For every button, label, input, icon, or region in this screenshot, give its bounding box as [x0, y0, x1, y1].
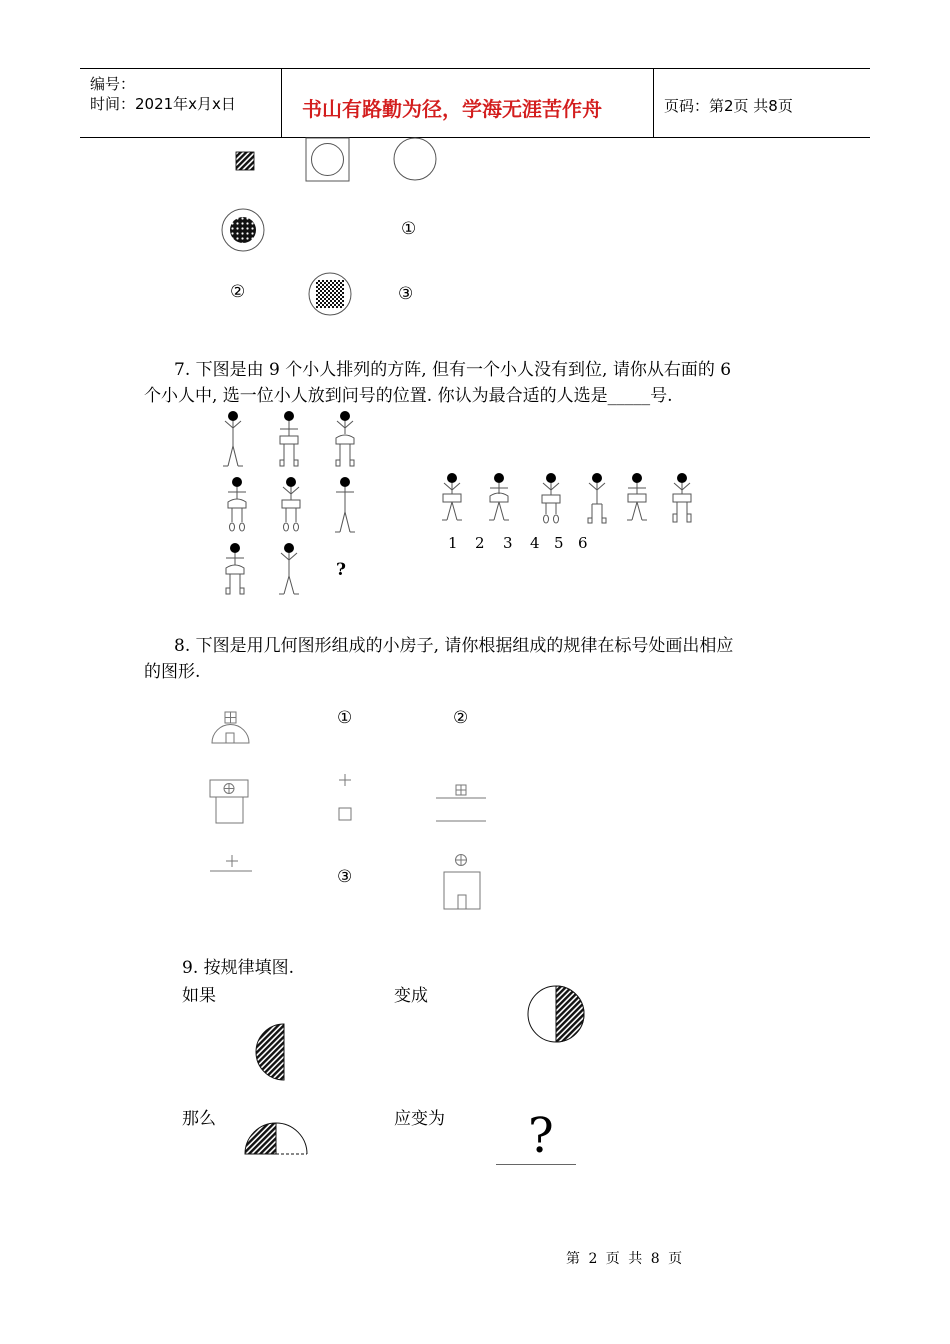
quarter-hatched-semicircle	[240, 1116, 312, 1158]
stick-figure-r1c2	[280, 411, 298, 466]
header-motto-cell	[282, 69, 654, 137]
q9-then-label: 那么	[182, 1109, 216, 1129]
dotted-disc	[230, 217, 256, 243]
stick-figure-grid	[205, 408, 375, 598]
shape-pattern-figure	[210, 136, 470, 326]
q9-answer-question-mark: ?	[528, 1108, 554, 1164]
option-number-2: 2	[475, 534, 485, 552]
stick-figure-r3c2	[279, 543, 299, 594]
square-with-circle	[306, 138, 349, 181]
q8-line-2: 的图形.	[144, 662, 201, 682]
circle-in-square	[312, 144, 344, 176]
option-number-3: 3	[503, 534, 513, 552]
motto-text: 书山有路勤为径，学海无涯苦作舟	[302, 97, 602, 121]
house-r3c1	[210, 855, 252, 871]
house-r1c1	[212, 712, 249, 743]
half-circle-left-hatched	[250, 1018, 310, 1088]
page-footer: 第 2 页 共 8 页	[566, 1251, 685, 1267]
q9-title: 9. 按规律填图.	[182, 958, 295, 978]
large-circle	[394, 138, 436, 180]
option-figure-6	[673, 473, 691, 522]
stick-figure-r2c2	[282, 477, 300, 531]
q9-becomes-label: 变成	[394, 986, 428, 1006]
option-number-5: 5	[554, 534, 564, 552]
house-r2c2	[339, 774, 351, 820]
date-label: 时间：2021年x月x日	[90, 95, 236, 113]
q9-if-label: 如果	[182, 986, 216, 1006]
stick-figure-r1c1	[223, 411, 243, 466]
stick-figure-r1c3	[336, 411, 354, 466]
house-r3c3	[444, 855, 480, 910]
option-number-1: 1	[448, 534, 458, 552]
option-figure-2	[489, 473, 509, 520]
option-number-4: 4	[530, 534, 540, 552]
house-r2c3	[436, 785, 486, 821]
house-mark-3: ③	[337, 867, 353, 887]
option-figure-1	[442, 473, 462, 520]
header-page-cell	[654, 69, 870, 137]
q7-question-mark: ?	[336, 560, 346, 580]
hatched-small-square	[236, 152, 254, 170]
stick-figure-r2c1	[228, 477, 246, 531]
stick-figure-options	[425, 468, 705, 530]
q8-line-1: 8. 下图是用几何图形组成的小房子, 请你根据组成的规律在标号处画出相应	[174, 636, 734, 656]
house-mark-2: ②	[453, 708, 469, 728]
header-meta-cell	[80, 69, 282, 137]
mark-3: ③	[398, 284, 414, 304]
checker-square	[316, 280, 344, 308]
option-figure-5	[627, 473, 647, 520]
option-number-6: 6	[578, 534, 588, 552]
mark-2: ②	[230, 282, 246, 302]
page-header	[80, 68, 870, 138]
option-figure-3	[542, 473, 560, 523]
stick-figure-r3c1	[226, 543, 244, 594]
q7-line-2: 个小人中, 选一位小人放到问号的位置. 你认为最合适的人选是_____号.	[144, 386, 673, 406]
page-info: 页码：第2页 共8页	[664, 97, 793, 115]
mark-1: ①	[401, 219, 417, 239]
house-r2c1	[210, 780, 248, 823]
q9-should-become-label: 应变为	[394, 1109, 445, 1129]
house-mark-1: ①	[337, 708, 353, 728]
stick-figure-r2c3	[335, 477, 355, 532]
serial-label: 编号：	[90, 75, 136, 93]
q9-answer-line	[496, 1164, 576, 1165]
option-figure-4	[588, 473, 606, 523]
q7-line-1: 7. 下图是由 9 个小人排列的方阵, 但有一个小人没有到位, 请你从右面的 6	[174, 360, 732, 380]
circle-right-hatched	[524, 982, 588, 1046]
